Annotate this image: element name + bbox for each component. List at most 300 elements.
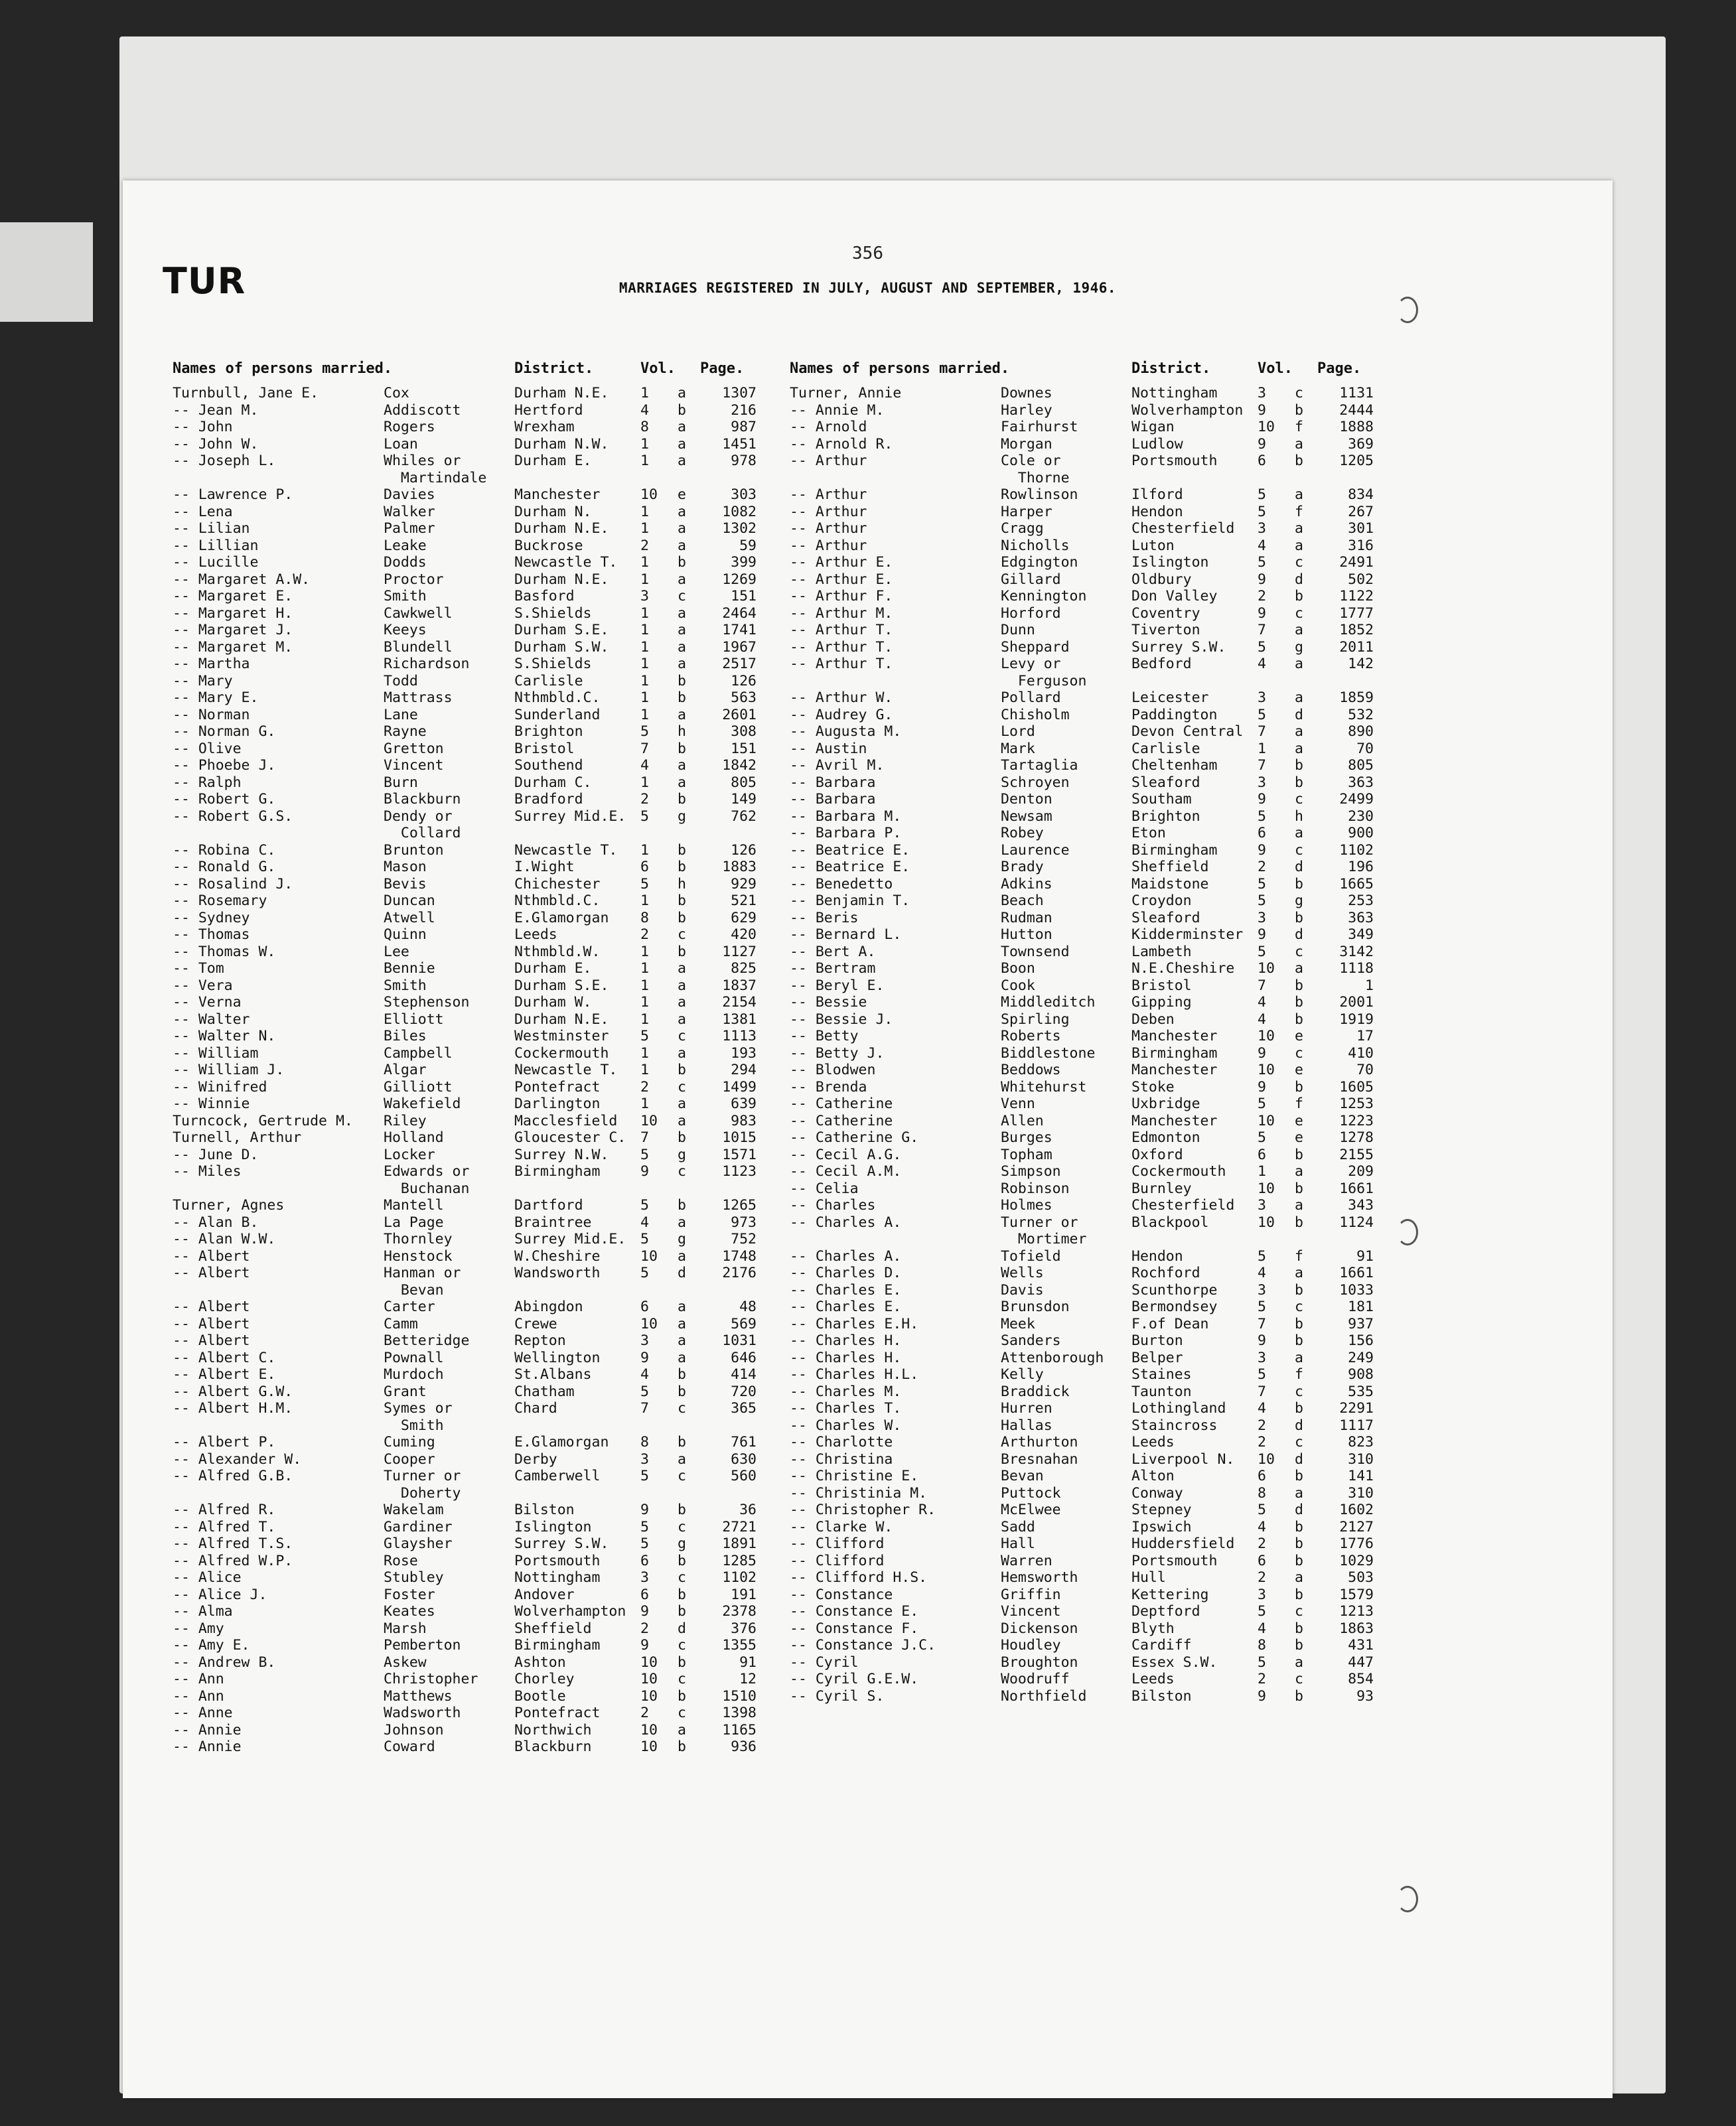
table-row <box>790 1350 1453 1367</box>
entry-district: Sleaford <box>1131 774 1200 791</box>
entry-spouse: Sanders <box>1001 1332 1061 1349</box>
entry-name: -- Charlotte <box>790 1434 893 1451</box>
entry-district: Stoke <box>1131 1078 1175 1096</box>
entry-vol: 2 <box>1258 1417 1266 1434</box>
entry-page: 2001 <box>1339 994 1374 1011</box>
entry-district: Chorley <box>514 1671 575 1687</box>
entry-vol: 1 <box>640 604 649 622</box>
entry-vol: 8 <box>640 1434 649 1451</box>
entry-district: I.Wight <box>514 859 575 875</box>
entry-name: -- Jean M. <box>173 401 259 419</box>
entry-district: Huddersfield <box>1131 1535 1235 1552</box>
entry-district <box>1131 470 1258 487</box>
entry-spouse: Coward <box>384 1738 435 1755</box>
entry-district: Durham N. <box>514 503 592 520</box>
entry-spouse: Hurren <box>1001 1400 1052 1417</box>
entry-spouse: Pownall <box>384 1349 444 1366</box>
entry-page: 646 <box>731 1349 757 1366</box>
table-row <box>173 486 836 504</box>
entry-page <box>700 1282 770 1299</box>
entry-vol-letter: a <box>678 537 686 554</box>
entry-spouse: Harper <box>1001 503 1052 520</box>
table-row <box>790 673 1453 690</box>
entry-spouse: Blackburn <box>384 791 461 808</box>
entry-vol: 5 <box>640 808 649 825</box>
entry-spouse: Cooper <box>384 1451 435 1468</box>
entry-name: -- Walter N. <box>173 1028 276 1044</box>
entry-name: -- Arnold <box>790 419 867 435</box>
entry-vol-letter: d <box>1295 926 1303 943</box>
entry-district: Essex S.W. <box>1131 1654 1218 1671</box>
table-row <box>173 876 836 893</box>
entry-name: -- Austin <box>790 740 867 757</box>
entry-page: 70 <box>1356 1062 1374 1078</box>
entry-district: E.Glamorgan <box>514 1434 609 1451</box>
entry-vol-letter: a <box>678 1112 686 1129</box>
table-row <box>173 1214 836 1232</box>
entry-vol-letter <box>1295 470 1317 487</box>
entry-name: -- Ralph <box>173 774 242 791</box>
table-row <box>173 1451 836 1468</box>
entry-spouse: Smith <box>384 1417 444 1434</box>
entry-vol: 9 <box>1258 1332 1266 1349</box>
entry-page: 1033 <box>1339 1281 1374 1299</box>
entry-vol: 1 <box>1258 1163 1266 1180</box>
entry-page: 936 <box>731 1738 757 1755</box>
entry-spouse: Woodruff <box>1001 1671 1070 1687</box>
entry-vol: 6 <box>1258 1468 1266 1484</box>
entry-vol: 9 <box>1258 1078 1266 1096</box>
entry-page: 978 <box>731 453 757 469</box>
entry-page: 2011 <box>1339 638 1374 656</box>
entry-spouse: Kennington <box>1001 588 1087 604</box>
entry-district: Islington <box>1131 554 1209 571</box>
entry-spouse: Blundell <box>384 638 453 656</box>
table-row <box>790 622 1453 639</box>
entry-spouse: Meek <box>1001 1315 1035 1332</box>
entry-district: Newcastle T. <box>514 554 618 571</box>
entry-vol-letter: b <box>678 909 686 926</box>
entry-vol: 3 <box>1258 1197 1266 1214</box>
entry-vol-letter: a <box>678 774 686 791</box>
entry-name: -- Augusta M. <box>790 723 902 740</box>
entry-page: 156 <box>1348 1332 1374 1349</box>
entry-vol-letter: b <box>678 1062 686 1078</box>
entry-spouse: Gilliott <box>384 1078 453 1096</box>
entry-district: Eton <box>1131 825 1166 841</box>
entry-district: Camberwell <box>514 1468 601 1484</box>
entry-vol-letter: c <box>678 926 686 943</box>
table-row <box>173 588 836 605</box>
entry-district: Surrey Mid.E. <box>514 808 626 825</box>
table-row <box>790 1282 1453 1299</box>
entry-vol: 8 <box>640 909 649 926</box>
entry-district: Buckrose <box>514 537 583 554</box>
entry-vol: 10 <box>1258 1028 1275 1044</box>
entry-district: Surrey N.W. <box>514 1146 609 1163</box>
table-row <box>790 453 1453 470</box>
table-row <box>790 486 1453 504</box>
entry-page: 1124 <box>1339 1214 1374 1231</box>
entry-name: -- Arthur F. <box>790 588 893 604</box>
entry-page: 294 <box>731 1062 757 1078</box>
entry-spouse: Morgan <box>1001 435 1052 453</box>
entry-vol: 4 <box>640 1366 649 1383</box>
entry-spouse: Fairhurst <box>1001 419 1078 435</box>
entry-spouse: Lane <box>384 706 418 723</box>
entry-district: Sleaford <box>1131 909 1200 926</box>
entry-spouse: Pollard <box>1001 689 1061 706</box>
entry-district: Durham N.E. <box>514 385 609 401</box>
table-row <box>173 1519 836 1536</box>
entry-vol-letter: a <box>1295 435 1303 453</box>
entry-vol: 9 <box>640 1163 649 1180</box>
entry-page: 141 <box>1348 1468 1374 1484</box>
entry-name: -- Catherine <box>790 1112 893 1129</box>
table-row <box>790 808 1453 825</box>
table-row <box>173 1129 836 1147</box>
entry-spouse: Edwards or <box>384 1163 470 1180</box>
entry-vol: 10 <box>640 1247 658 1265</box>
entry-vol-letter <box>678 1282 700 1299</box>
entry-name: -- Cecil A.M. <box>790 1163 902 1180</box>
entry-vol-letter: b <box>678 1687 686 1705</box>
table-row <box>790 994 1453 1011</box>
entry-spouse: Broughton <box>1001 1654 1078 1671</box>
entry-vol: 9 <box>1258 1687 1266 1705</box>
entry-vol: 6 <box>640 1299 649 1315</box>
entry-vol-letter: b <box>1295 994 1303 1011</box>
entry-vol-letter: b <box>1295 757 1303 774</box>
table-row <box>790 1587 1453 1604</box>
entry-name: -- Clifford H.S. <box>790 1569 928 1586</box>
entry-page: 720 <box>731 1383 757 1400</box>
entry-vol: 9 <box>640 1637 649 1654</box>
entry-spouse: Buchanan <box>384 1180 470 1197</box>
entry-district: Wrexham <box>514 419 575 435</box>
entry-vol: 7 <box>640 740 649 757</box>
entry-page: 987 <box>731 419 757 435</box>
entry-page: 1285 <box>722 1552 757 1569</box>
entry-vol-letter: b <box>678 1552 686 1569</box>
entry-page: 414 <box>731 1366 757 1383</box>
table-row <box>790 554 1453 571</box>
entry-vol: 1 <box>640 656 649 672</box>
table-row <box>173 1587 836 1604</box>
entry-district: Paddington <box>1131 706 1218 723</box>
entry-vol-letter: b <box>678 1129 686 1146</box>
entry-district: Belper <box>1131 1349 1183 1366</box>
entry-vol-letter: g <box>678 1231 686 1247</box>
entry-vol: 1 <box>640 943 649 960</box>
entry-vol-letter: d <box>1295 859 1303 875</box>
entry-name: Turner, Agnes <box>173 1197 285 1214</box>
entry-district: St.Albans <box>514 1366 592 1383</box>
entry-page: 2444 <box>1339 401 1374 419</box>
entry-spouse: Lee <box>384 943 409 960</box>
entry-district: Wellington <box>514 1349 601 1366</box>
entry-name: -- Alfred W.P. <box>173 1552 293 1569</box>
entry-district: Don Valley <box>1131 588 1218 604</box>
entry-vol-letter: b <box>678 1434 686 1451</box>
table-row <box>790 419 1453 436</box>
entry-district: Croydon <box>1131 892 1192 909</box>
entry-spouse: Braddick <box>1001 1383 1070 1400</box>
entry-name: -- Albert H.M. <box>173 1400 293 1417</box>
entry-vol-letter: a <box>678 656 686 672</box>
entry-name: -- Martha <box>173 656 250 672</box>
entry-district: Durham S.E. <box>514 977 609 994</box>
table-row <box>790 944 1453 961</box>
entry-vol: 5 <box>1258 1603 1266 1620</box>
entry-name: -- Cecil A.G. <box>790 1146 902 1163</box>
entry-district: Islington <box>514 1518 592 1535</box>
entry-district: Chesterfield <box>1131 1197 1235 1214</box>
table-row <box>173 1265 836 1282</box>
entry-vol: 1 <box>640 706 649 723</box>
table-row <box>173 825 836 842</box>
entry-district: Surrey S.W. <box>1131 638 1226 656</box>
entry-name: -- Celia <box>790 1180 859 1197</box>
table-row <box>173 1705 836 1722</box>
entry-district: E.Glamorgan <box>514 909 609 926</box>
entry-vol: 6 <box>1258 453 1266 469</box>
entry-vol <box>1258 470 1295 487</box>
entry-vol: 9 <box>1258 435 1266 453</box>
column-header <box>173 352 836 385</box>
entry-district: Uxbridge <box>1131 1096 1200 1112</box>
entry-district: Carlisle <box>1131 740 1200 757</box>
entry-vol: 4 <box>640 1214 649 1231</box>
entry-page: 2499 <box>1339 791 1374 808</box>
entry-spouse: Loan <box>384 435 418 453</box>
entry-vol-letter: b <box>678 401 686 419</box>
entry-spouse: Mason <box>384 859 427 875</box>
table-row <box>173 1553 836 1570</box>
table-row <box>790 1045 1453 1062</box>
entry-vol: 5 <box>640 1146 649 1163</box>
entry-district: Bradford <box>514 791 583 808</box>
entry-spouse: Bevan <box>1001 1468 1044 1484</box>
register-page <box>123 180 1613 2098</box>
entry-vol-letter: a <box>1295 656 1303 672</box>
table-row <box>173 774 836 792</box>
header-names: Names of persons married. <box>173 360 393 377</box>
entry-page <box>700 470 770 487</box>
entry-vol: 1 <box>640 385 649 401</box>
table-row <box>173 1350 836 1367</box>
table-row <box>790 605 1453 622</box>
table-row <box>173 436 836 453</box>
entry-vol-letter: b <box>1295 1078 1303 1096</box>
entry-district: Bilston <box>514 1502 575 1518</box>
entry-page: 91 <box>1356 1247 1374 1265</box>
entry-district: F.of Dean <box>1131 1315 1209 1332</box>
entry-vol-letter: a <box>678 1096 686 1112</box>
entry-spouse: Bennie <box>384 960 435 977</box>
entry-vol-letter: b <box>678 791 686 808</box>
entry-name: -- William <box>173 1044 259 1062</box>
entry-name: -- Albert G.W. <box>173 1383 293 1400</box>
entry-page: 1883 <box>722 859 757 875</box>
entry-vol-letter <box>678 470 700 487</box>
entry-page: 929 <box>731 875 757 892</box>
table-row <box>173 842 836 859</box>
table-row <box>173 1637 836 1654</box>
entry-name: -- Winnie <box>173 1096 250 1112</box>
entry-page: 142 <box>1348 656 1374 672</box>
entry-page: 3142 <box>1339 943 1374 960</box>
entry-spouse: Attenborough <box>1001 1349 1104 1366</box>
entry-page: 1265 <box>722 1197 757 1214</box>
table-row <box>173 504 836 521</box>
entry-page: 1451 <box>722 435 757 453</box>
entry-vol: 7 <box>1258 757 1266 774</box>
entry-vol-letter: b <box>678 1738 686 1755</box>
entry-vol-letter: a <box>678 503 686 520</box>
table-row <box>790 1214 1453 1232</box>
entry-name: -- Arthur T. <box>790 638 893 656</box>
entry-name: -- Charles W. <box>790 1417 902 1434</box>
entry-name: Turnbull, Jane E. <box>173 385 319 401</box>
table-row <box>790 1332 1453 1350</box>
entry-spouse: Gardiner <box>384 1518 453 1535</box>
table-row <box>173 402 836 419</box>
entry-name: -- Charles <box>790 1197 876 1214</box>
entry-vol: 10 <box>1258 1062 1275 1078</box>
entry-district: Durham N.E. <box>514 571 609 588</box>
entry-page: 36 <box>739 1502 757 1518</box>
entry-vol-letter: b <box>678 1603 686 1620</box>
entry-vol: 7 <box>640 1400 649 1417</box>
table-row <box>790 977 1453 995</box>
entry-vol: 5 <box>640 723 649 740</box>
entry-spouse: Warren <box>1001 1552 1052 1569</box>
entry-name: -- Beris <box>790 909 859 926</box>
entry-vol: 10 <box>1258 1214 1275 1231</box>
entry-page: 365 <box>731 1400 757 1417</box>
entry-spouse: Beddows <box>1001 1062 1061 1078</box>
entry-vol: 5 <box>640 1265 649 1281</box>
entry-vol: 5 <box>1258 1129 1266 1146</box>
table-row <box>790 1366 1453 1383</box>
entry-spouse: Roberts <box>1001 1028 1061 1044</box>
entry-page: 420 <box>731 926 757 943</box>
table-row <box>173 453 836 470</box>
entry-name: Turner, Annie <box>790 385 902 401</box>
table-row <box>790 1079 1453 1096</box>
table-row <box>173 622 836 639</box>
entry-name: -- Norman G. <box>173 723 276 740</box>
entry-page: 363 <box>1348 774 1374 791</box>
entry-name: -- Margaret J. <box>173 622 293 638</box>
entry-spouse: Brady <box>1001 859 1044 875</box>
entry-spouse: Mattrass <box>384 689 453 706</box>
entry-vol: 1 <box>640 638 649 656</box>
entry-vol-letter: a <box>678 1721 686 1738</box>
entry-vol: 5 <box>640 1231 649 1247</box>
entry-page: 1117 <box>1339 1417 1374 1434</box>
entry-vol-letter: c <box>678 1078 686 1096</box>
entry-page: 1859 <box>1339 689 1374 706</box>
table-row <box>173 1417 836 1435</box>
entry-district: Chard <box>514 1400 557 1417</box>
entry-page: 983 <box>731 1112 757 1129</box>
entry-vol: 1 <box>640 622 649 638</box>
entry-page <box>700 1485 770 1502</box>
entry-vol: 5 <box>1258 808 1266 825</box>
entry-vol: 10 <box>1258 960 1275 977</box>
table-row <box>173 1332 836 1350</box>
entry-district <box>514 1282 640 1299</box>
page-number: 356 <box>852 244 883 263</box>
table-row <box>173 1502 836 1519</box>
table-row <box>173 1011 836 1028</box>
entry-district: Bristol <box>514 740 575 757</box>
table-row <box>790 1197 1453 1214</box>
entry-name: -- Alice <box>173 1569 242 1586</box>
entry-district: Macclesfield <box>514 1112 618 1129</box>
entry-district: Wigan <box>1131 419 1175 435</box>
entry-vol-letter: c <box>678 1569 686 1586</box>
entry-vol-letter: e <box>1295 1129 1303 1146</box>
entry-vol: 10 <box>640 486 658 503</box>
entry-spouse: Boon <box>1001 960 1035 977</box>
entry-spouse: Puttock <box>1001 1484 1061 1502</box>
header-district: District. <box>1131 360 1211 377</box>
entry-page: 1253 <box>1339 1096 1374 1112</box>
entry-page: 308 <box>731 723 757 740</box>
entry-page: 1307 <box>722 385 757 401</box>
entry-vol: 10 <box>640 1654 658 1671</box>
entry-page: 343 <box>1348 1197 1374 1214</box>
entry-district: Sheffield <box>514 1620 592 1637</box>
header-page: Page. <box>1317 360 1362 377</box>
entry-page: 1278 <box>1339 1129 1374 1146</box>
entry-name: -- Annie M. <box>790 401 885 419</box>
entry-vol: 10 <box>1258 1451 1275 1468</box>
entry-page: 301 <box>1348 520 1374 537</box>
entry-vol: 2 <box>1258 859 1266 875</box>
entry-spouse: Leake <box>384 537 427 554</box>
table-row <box>790 723 1453 741</box>
table-row <box>790 741 1453 758</box>
entry-spouse: Keeys <box>384 622 427 638</box>
entry-district: Devon Central <box>1131 723 1244 740</box>
entry-vol-letter: b <box>678 1366 686 1383</box>
entry-name: -- Alfred T.S. <box>173 1535 293 1552</box>
table-row <box>173 1113 836 1130</box>
table-row <box>173 1197 836 1214</box>
entry-page: 447 <box>1348 1654 1374 1671</box>
entry-page: 191 <box>731 1586 757 1603</box>
entry-spouse: Marsh <box>384 1620 427 1637</box>
entry-spouse: Davis <box>1001 1281 1044 1299</box>
entry-spouse: Sadd <box>1001 1518 1035 1535</box>
entry-page: 363 <box>1348 909 1374 926</box>
entry-name: -- William J. <box>173 1062 285 1078</box>
entry-vol: 2 <box>640 537 649 554</box>
entry-name: -- Albert <box>173 1247 250 1265</box>
table-row <box>790 1231 1453 1248</box>
entry-page: 629 <box>731 909 757 926</box>
entry-page: 431 <box>1348 1637 1374 1654</box>
table-row <box>173 1400 836 1417</box>
entry-district: Portsmouth <box>1131 453 1218 469</box>
entry-district: Oldbury <box>1131 571 1192 588</box>
entry-district: Tiverton <box>1131 622 1200 638</box>
entry-vol: 1 <box>640 689 649 706</box>
